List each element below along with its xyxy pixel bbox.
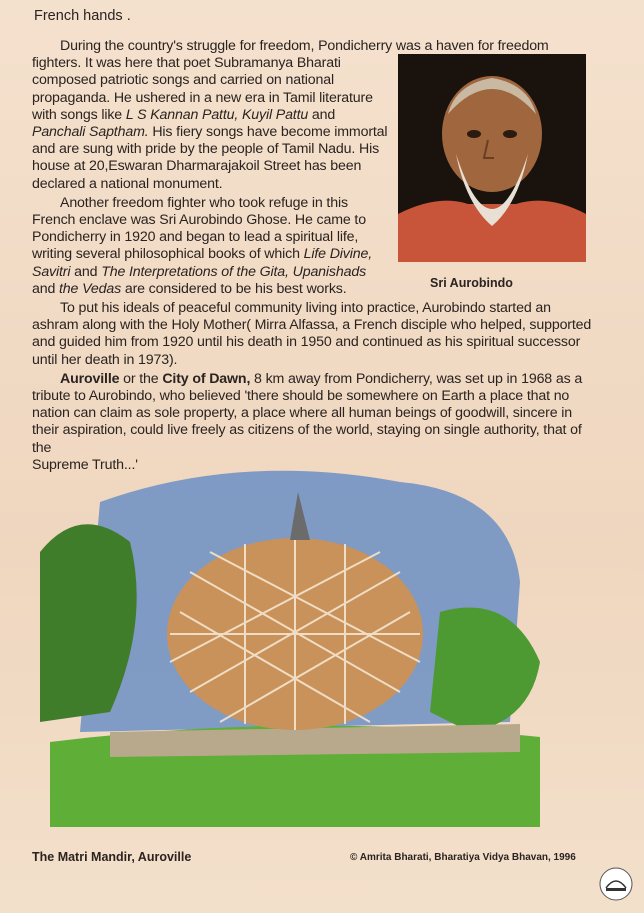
para4: Auroville or the City of Dawn, 8 km away from Pondicherry, was set up in 1968 as a tribute to Aurobindo, who believed 'there should be somewhere on Earth a place that no nation can claim as sole property, a place where all human beings of goodwill, sincere in their aspiration, could live freely as citizens of the world, staying on single authority, that of the xyxy=(32,370,583,456)
portrait-caption: Sri Aurobindo xyxy=(430,276,513,290)
copyright-notice: © Amrita Bharati, Bharatiya Vidya Bhavan, 1996 xyxy=(350,852,576,863)
para2-start: Another freedom fighter who took refuge in this French enclave was Sri Aurobindo Ghose. He came to Pondicherry in 1920 and began to lead a spiritual life, writing several philosophical books of which Life Divine, Savitri and The Interpretations of the Gita, Upanishads and the Vedas are considered to be his best works. xyxy=(32,194,373,297)
para1: fighters. It was here that poet Subramanya Bharati composed patriotic songs and carried on national propaganda. He ushered in a new era in Tamil literature with songs like L S Kannan Pattu, Kuyil Pattu and Panchali Saptham. His fiery songs have become immortal and are sung with pride by the people of Tamil Nadu. His house at 20,Eswaran Dharmarajakoil Street has been declared a national monument. xyxy=(32,55,388,192)
publisher-logo-icon xyxy=(598,866,634,902)
page-header: French hands . xyxy=(34,8,131,24)
para3: To put his ideals of peaceful community living into practice, Aurobindo started an ashram along with the Holy Mother( Mirra Alfassa, a French disciple who helped, supported and guided him from 1920 until his death in 1950 and continued as his spiritual successor until her death in 1973). xyxy=(32,300,592,368)
matri-mandir-illustration xyxy=(40,462,560,832)
para4-last: Supreme Truth...' xyxy=(32,456,138,473)
para1-line1: During the country's struggle for freedom, Pondicherry was a haven for freedom xyxy=(60,38,549,54)
aurobindo-portrait xyxy=(398,54,586,262)
illustration-caption: The Matri Mandir, Auroville xyxy=(32,850,192,864)
